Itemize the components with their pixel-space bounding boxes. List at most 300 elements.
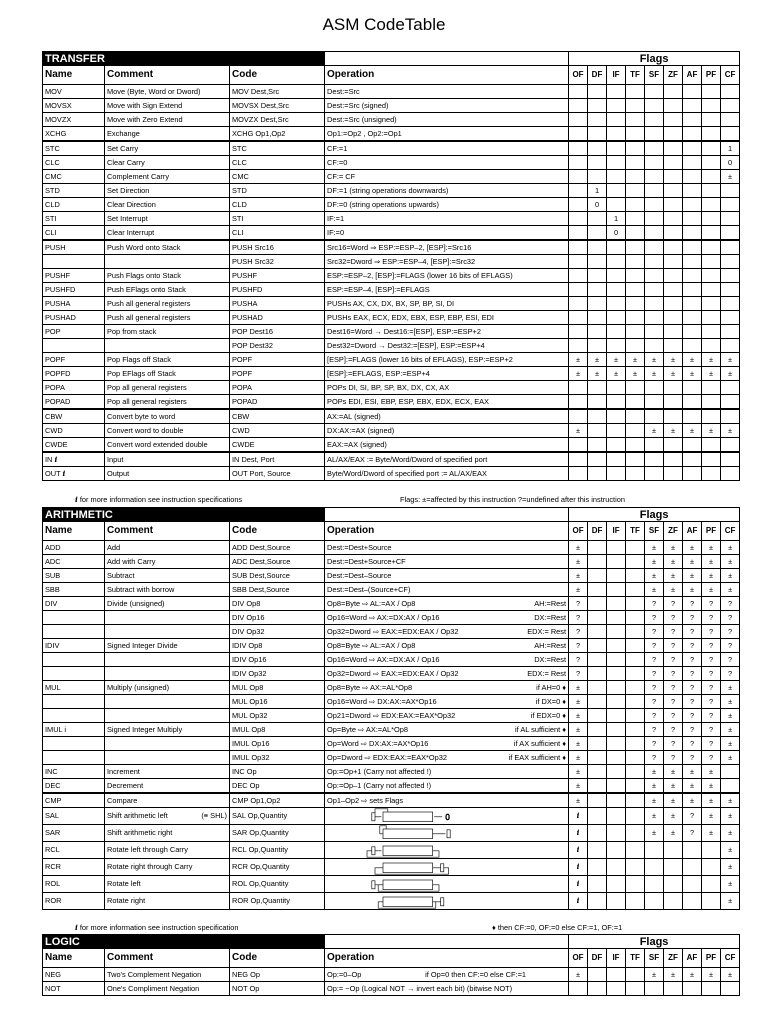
flag-pf [702, 184, 721, 198]
flag-of [569, 283, 588, 297]
flag-cf: ± [721, 583, 740, 597]
flag-if [607, 667, 626, 681]
table-row [43, 283, 740, 297]
instr-name: CWDE [43, 438, 105, 453]
flag-header-df: DF [588, 522, 607, 541]
instr-code: PUSHFD [230, 283, 325, 297]
flag-header-pf: PF [702, 522, 721, 541]
instr-code: IMUL Op32 [230, 751, 325, 765]
flag-zf: ± [664, 793, 683, 808]
flag-tf [626, 452, 645, 467]
table-row [43, 555, 740, 569]
flag-tf [626, 667, 645, 681]
flag-zf [664, 438, 683, 453]
instr-operation: ESP:=ESP–4, [ESP]:=EFLAGS [325, 283, 569, 297]
ror-diagram [327, 893, 567, 909]
flag-header-of: OF [569, 66, 588, 85]
table-row [43, 297, 740, 311]
flag-tf [626, 709, 645, 723]
flag-if [607, 339, 626, 353]
flag-tf [626, 255, 645, 269]
instr-name: POPAD [43, 395, 105, 410]
flag-of [569, 982, 588, 996]
flag-header-af: AF [683, 66, 702, 85]
flag-header-zf: ZF [664, 66, 683, 85]
instr-code: MUL Op16 [230, 695, 325, 709]
flag-sf [645, 876, 664, 893]
instr-comment: Output [105, 467, 230, 481]
flag-df [588, 695, 607, 709]
header-spacer [325, 935, 569, 949]
flag-af: ± [683, 569, 702, 583]
flag-header-tf: TF [626, 522, 645, 541]
col-header-operation: Operation [325, 949, 569, 968]
flag-of: ± [569, 695, 588, 709]
instr-name: CLC [43, 156, 105, 170]
flag-af [683, 240, 702, 255]
flag-tf [626, 597, 645, 611]
flag-sf [645, 226, 664, 241]
flag-of [569, 198, 588, 212]
flag-cf: ± [721, 876, 740, 893]
flag-of: ± [569, 793, 588, 808]
flag-of [569, 226, 588, 241]
flag-sf: ± [645, 793, 664, 808]
shl-diagram [327, 808, 567, 824]
flag-df [588, 555, 607, 569]
table-row [43, 597, 740, 611]
instr-operation: CF:=1 [325, 141, 569, 156]
flag-zf [664, 297, 683, 311]
table-row [43, 255, 740, 269]
section-title: ARITHMETIC [43, 508, 325, 522]
flag-af [683, 127, 702, 142]
flag-of: ± [569, 424, 588, 438]
flag-af [683, 842, 702, 859]
flag-af [683, 141, 702, 156]
instr-comment: Move (Byte, Word or Dword) [105, 85, 230, 99]
instr-name [43, 751, 105, 765]
flag-if [607, 127, 626, 142]
flag-if [607, 779, 626, 794]
flag-cf: ± [721, 808, 740, 825]
instr-name [43, 255, 105, 269]
instr-name: SUB [43, 569, 105, 583]
flag-zf [664, 141, 683, 156]
flag-pf: ? [702, 737, 721, 751]
instr-comment: Exchange [105, 127, 230, 142]
instr-operation: Op21=Dword ⇨ EDX:EAX:=EAX*Op32 if EDX=0 ♦ [325, 709, 569, 723]
flag-header-cf: CF [721, 522, 740, 541]
flag-if [607, 297, 626, 311]
flag-sf [645, 198, 664, 212]
flag-af [683, 198, 702, 212]
instr-name [43, 695, 105, 709]
flag-tf [626, 113, 645, 127]
flag-tf [626, 212, 645, 226]
flag-of [569, 141, 588, 156]
instr-operation: Dest32=Dword → Dest32:=[ESP], ESP:=ESP+4 [325, 339, 569, 353]
flag-pf [702, 141, 721, 156]
flag-af [683, 859, 702, 876]
flag-of [569, 859, 588, 876]
instr-name [43, 625, 105, 639]
instr-name: IMUL i [43, 723, 105, 737]
flag-tf: ± [626, 367, 645, 381]
flag-cf [721, 297, 740, 311]
instr-code: STI [230, 212, 325, 226]
flag-of [569, 113, 588, 127]
flags-legend: Flags: ±=affected by this instruction ?=undefined after this instruction [400, 495, 625, 504]
flag-af: ± [683, 583, 702, 597]
flag-af: ? [683, 723, 702, 737]
instr-name: DEC [43, 779, 105, 794]
flag-if [607, 625, 626, 639]
instr-name: PUSHAD [43, 311, 105, 325]
instr-comment: Clear Interrupt [105, 226, 230, 241]
flag-sf: ? [645, 597, 664, 611]
instr-code: POPF [230, 353, 325, 367]
table-row [43, 198, 740, 212]
flag-if [607, 541, 626, 555]
flag-sf [645, 325, 664, 339]
flag-cf [721, 395, 740, 410]
flag-if [607, 653, 626, 667]
flag-pf [702, 283, 721, 297]
col-header-operation: Operation [325, 66, 569, 85]
flag-tf [626, 339, 645, 353]
flag-pf: ± [702, 541, 721, 555]
flag-pf: ± [702, 424, 721, 438]
instr-comment: Subtract with borrow [105, 583, 230, 597]
flag-df [588, 325, 607, 339]
flag-sf [645, 255, 664, 269]
flag-tf [626, 842, 645, 859]
instr-operation: Dest16=Word → Dest16:=[ESP], ESP:=ESP+2 [325, 325, 569, 339]
page-title: ASM CodeTable [322, 15, 446, 34]
instr-comment: Set Direction [105, 184, 230, 198]
flag-df [588, 825, 607, 842]
instr-comment: Push all general registers [105, 297, 230, 311]
table-row [43, 625, 740, 639]
flag-tf [626, 723, 645, 737]
flag-tf [626, 751, 645, 765]
table-row [43, 184, 740, 198]
flag-if [607, 808, 626, 825]
flag-af: ? [683, 808, 702, 825]
instr-operation: Src16=Word ⇒ ESP:=ESP–2, [ESP]:=Src16 [325, 240, 569, 255]
flag-sf [645, 467, 664, 481]
flag-sf: ± [645, 968, 664, 982]
instr-comment [105, 751, 230, 765]
flag-if [607, 737, 626, 751]
flag-tf: ± [626, 353, 645, 367]
flag-pf [702, 381, 721, 395]
flag-sf [645, 184, 664, 198]
instr-name: DIV [43, 597, 105, 611]
flag-af [683, 467, 702, 481]
flag-cf: ± [721, 723, 740, 737]
flag-of: ? [569, 611, 588, 625]
instr-operation: Op:= ~Op (Logical NOT → invert each bit) (bitwise NOT) [325, 982, 569, 996]
flag-df [588, 409, 607, 424]
instr-operation [325, 825, 569, 842]
table-row [43, 695, 740, 709]
instr-code: IDIV Op8 [230, 639, 325, 653]
flag-sf [645, 842, 664, 859]
flag-of: ? [569, 667, 588, 681]
instr-code: IMUL Op16 [230, 737, 325, 751]
flag-df [588, 283, 607, 297]
flag-if [607, 611, 626, 625]
info-icon: i [75, 495, 78, 504]
flag-of [569, 395, 588, 410]
section-title: TRANSFER [43, 52, 325, 66]
instr-code: DIV Op32 [230, 625, 325, 639]
flag-if [607, 438, 626, 453]
flag-of [569, 409, 588, 424]
flag-tf [626, 765, 645, 779]
flag-of: ± [569, 765, 588, 779]
info-icon: i [54, 454, 58, 464]
flag-df [588, 681, 607, 695]
table-row [43, 113, 740, 127]
instr-name: CMP [43, 793, 105, 808]
instr-name: CBW [43, 409, 105, 424]
flag-af: ? [683, 639, 702, 653]
flag-af [683, 283, 702, 297]
flag-zf [664, 184, 683, 198]
flag-af: ? [683, 653, 702, 667]
instr-comment: Two's Complement Negation [105, 968, 230, 982]
flag-tf [626, 737, 645, 751]
table-row [43, 127, 740, 142]
instr-code: ROL Op,Quantity [230, 876, 325, 893]
arithmetic-table [42, 507, 740, 910]
instr-name: CMC [43, 170, 105, 184]
flag-sf: ± [645, 808, 664, 825]
flag-tf [626, 381, 645, 395]
flag-zf [664, 381, 683, 395]
table-row [43, 808, 740, 825]
instr-name: RCL [43, 842, 105, 859]
flag-zf: ± [664, 367, 683, 381]
flag-of [569, 99, 588, 113]
table-row [43, 765, 740, 779]
flag-cf: ± [721, 825, 740, 842]
instr-name: PUSHFD [43, 283, 105, 297]
flag-pf: ? [702, 625, 721, 639]
flag-sf: ± [645, 583, 664, 597]
flag-df [588, 625, 607, 639]
flag-pf: ± [702, 367, 721, 381]
instr-comment: Set Carry [105, 141, 230, 156]
flag-zf [664, 255, 683, 269]
col-header-name: Name [43, 66, 105, 85]
flag-pf: ? [702, 597, 721, 611]
instr-comment: Shift arithmetic right [105, 825, 230, 842]
instr-operation: Dest:=Dest–Source [325, 569, 569, 583]
flag-af: ± [683, 968, 702, 982]
flag-df [588, 808, 607, 825]
instr-comment [105, 667, 230, 681]
flag-tf [626, 424, 645, 438]
instr-code: CMC [230, 170, 325, 184]
flag-header-if: IF [607, 949, 626, 968]
flag-df [588, 141, 607, 156]
flag-tf [626, 583, 645, 597]
col-header-code: Code [230, 66, 325, 85]
flag-pf: ± [702, 583, 721, 597]
flag-of: ± [569, 367, 588, 381]
table-row [43, 793, 740, 808]
table-row [43, 367, 740, 381]
flag-zf: ± [664, 825, 683, 842]
flag-cf: ± [721, 737, 740, 751]
flag-pf [702, 311, 721, 325]
flag-af: ? [683, 751, 702, 765]
flag-zf: ± [664, 424, 683, 438]
flag-if [607, 269, 626, 283]
flag-tf [626, 226, 645, 241]
flag-zf [664, 212, 683, 226]
flag-sf: ± [645, 353, 664, 367]
flag-cf [721, 269, 740, 283]
table-row [43, 723, 740, 737]
rcl-diagram [327, 842, 567, 858]
sar-diagram [327, 825, 567, 841]
flag-if [607, 170, 626, 184]
flag-af: ? [683, 681, 702, 695]
flag-pf [702, 893, 721, 910]
flag-tf [626, 409, 645, 424]
flag-pf [702, 325, 721, 339]
instr-code: PUSHF [230, 269, 325, 283]
instr-operation: PUSHs AX, CX, DX, BX, SP, BP, SI, DI [325, 297, 569, 311]
col-header-code: Code [230, 949, 325, 968]
instr-comment: Rotate left [105, 876, 230, 893]
flag-sf: ± [645, 541, 664, 555]
instr-code: SAR Op,Quantity [230, 825, 325, 842]
flag-sf [645, 339, 664, 353]
instr-operation: Op32=Dword ⇨ EAX:=EDX:EAX / Op32 EDX:= Rest [325, 667, 569, 681]
flag-if [607, 968, 626, 982]
flag-df [588, 765, 607, 779]
instr-comment: Input [105, 452, 230, 467]
flag-pf [702, 255, 721, 269]
flag-zf: ± [664, 353, 683, 367]
instr-code: MOVZX Dest,Src [230, 113, 325, 127]
flag-of: ± [569, 681, 588, 695]
flag-af [683, 325, 702, 339]
flag-header-cf: CF [721, 66, 740, 85]
instr-name: PUSHF [43, 269, 105, 283]
flag-sf: ± [645, 569, 664, 583]
flag-af [683, 255, 702, 269]
instr-code: CLD [230, 198, 325, 212]
instr-comment [105, 611, 230, 625]
flag-sf [645, 438, 664, 453]
flag-tf [626, 99, 645, 113]
flag-sf: ? [645, 667, 664, 681]
flag-if [607, 452, 626, 467]
instr-code: STC [230, 141, 325, 156]
flag-of: ? [569, 625, 588, 639]
flag-af [683, 99, 702, 113]
instr-name: PUSH [43, 240, 105, 255]
flag-af [683, 212, 702, 226]
flag-sf [645, 85, 664, 99]
instr-code: PUSH Src16 [230, 240, 325, 255]
flag-af [683, 381, 702, 395]
instr-code: PUSH Src32 [230, 255, 325, 269]
flag-if [607, 467, 626, 481]
flag-of: ± [569, 723, 588, 737]
flag-pf: ? [702, 723, 721, 737]
table-row [43, 583, 740, 597]
flag-header-cf: CF [721, 949, 740, 968]
flag-of: ± [569, 353, 588, 367]
flag-df [588, 859, 607, 876]
flag-of [569, 255, 588, 269]
flag-df [588, 212, 607, 226]
flag-sf: ± [645, 779, 664, 794]
flag-header-af: AF [683, 522, 702, 541]
flag-cf: 0 [721, 156, 740, 170]
flag-zf [664, 85, 683, 99]
flag-pf [702, 170, 721, 184]
flag-zf [664, 842, 683, 859]
transfer-table [42, 51, 740, 481]
flag-zf [664, 283, 683, 297]
flag-df [588, 226, 607, 241]
flag-zf [664, 395, 683, 410]
instr-operation: DX:AX:=AX (signed) [325, 424, 569, 438]
flag-df: 0 [588, 198, 607, 212]
flag-zf: ± [664, 779, 683, 794]
flag-tf [626, 555, 645, 569]
table-row [43, 409, 740, 424]
flag-if [607, 325, 626, 339]
flag-af: ± [683, 555, 702, 569]
instr-operation: POPs DI, SI, BP, SP, BX, DX, CX, AX [325, 381, 569, 395]
table-row [43, 438, 740, 453]
flag-if [607, 395, 626, 410]
flag-if [607, 255, 626, 269]
flag-tf [626, 968, 645, 982]
instr-name: CLI [43, 226, 105, 241]
flag-af [683, 339, 702, 353]
flag-if: ± [607, 353, 626, 367]
instr-name: RCR [43, 859, 105, 876]
flag-header-zf: ZF [664, 522, 683, 541]
table-row [43, 859, 740, 876]
flag-cf: ± [721, 367, 740, 381]
flag-if [607, 184, 626, 198]
instr-code: MOVSX Dest,Src [230, 99, 325, 113]
instr-code: IDIV Op16 [230, 653, 325, 667]
instr-comment [105, 737, 230, 751]
flag-pf: ? [702, 751, 721, 765]
instr-name: POPF [43, 353, 105, 367]
instr-operation: IF:=1 [325, 212, 569, 226]
flag-df: ± [588, 353, 607, 367]
instr-comment: Pop EFlags off Stack [105, 367, 230, 381]
table-row [43, 141, 740, 156]
flag-if [607, 555, 626, 569]
instr-operation: Op:=Op+1 (Carry not affected !) [325, 765, 569, 779]
flag-of [569, 339, 588, 353]
